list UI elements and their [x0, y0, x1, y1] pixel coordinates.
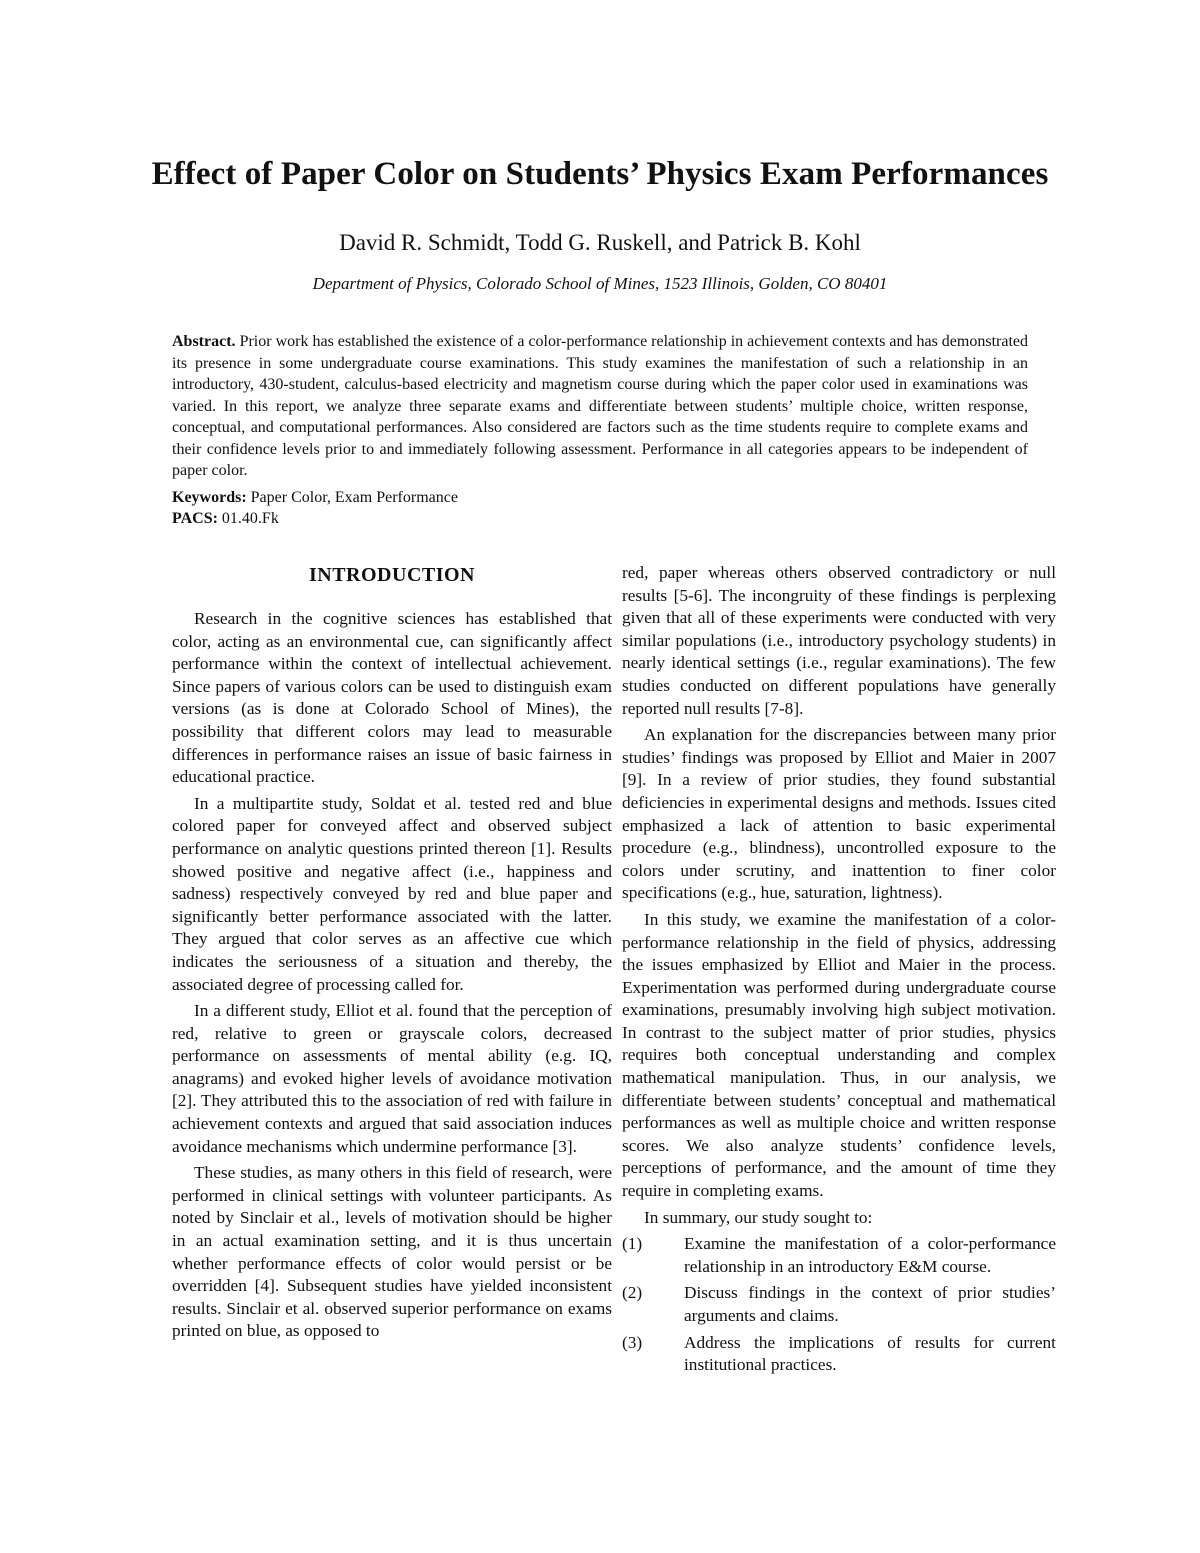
list-item-number: (2) [622, 1283, 643, 1303]
pacs-line [172, 508, 458, 529]
list-item-number: (1) [622, 1234, 643, 1254]
body-paragraph-continuation: red, paper whereas others observed contradictory or null results [5-6]. The incongruity of these findings is perplexing given that all of these experiments were conducted with very similar populations (i.e., introductory psychology students) in nearly identical settings (i.e., regular examinations). The few studies conducted on different populations have generally reported null results [7-8]. [622, 563, 1056, 718]
goals-list [622, 1233, 1056, 1377]
keywords-line [172, 487, 458, 508]
body-paragraph: Research in the cognitive sciences has established that color, acting as an environmental cue, can significantly affect performance within the context of intellectual achievement. Since papers of various colors can be used to distinguish exam versions (as is done at Colorado School of Mines), the possibility that different colors may lead to measurable differences in performance raises an issue of basic fairness in educational practice. [172, 609, 612, 787]
list-item [622, 1233, 1056, 1278]
list-item [622, 1282, 1056, 1327]
paper-meta [172, 487, 458, 529]
right-column [622, 562, 1056, 1381]
keywords-label: Keywords: [172, 489, 247, 506]
list-item-number: (3) [622, 1332, 643, 1352]
abstract [172, 331, 1028, 482]
author-list: David R. Schmidt, Todd G. Ruskell, and Patrick B. Kohl [339, 230, 861, 255]
left-column [172, 562, 612, 1347]
body-paragraph: An explanation for the discrepancies between many prior studies’ findings was proposed by Elliot and Maier in 2007 [9]. In a review of prior studies, they found substantial deficiencies in experimental designs and methods. Issues cited emphasized a lack of attention to basic experimental procedure (e.g., blindness), uncontrolled exposure to the colors under scrutiny, and inattention to finer color specifications (e.g., hue, saturation, lightness). [622, 725, 1056, 903]
body-paragraph: These studies, as many others in this field of research, were performed in clinical settings with volunteer participants. As noted by Sinclair et al., levels of motivation should be higher in an actual examination setting, and it is thus uncertain whether performance effects of color would persist or be overridden [4]. Subsequent studies have yielded inconsistent results. Sinclair et al. observed superior performance on exams printed on blue, as opposed to [172, 1163, 612, 1341]
keywords-value: Paper Color, Exam Performance [250, 489, 458, 506]
body-paragraph: In a multipartite study, Soldat et al. tested red and blue colored paper for conveyed affect and observed subject performance on analytic questions printed thereon [1]. Results showed positive and negative affect (i.e., happiness and sadness) respectively conveyed by red and blue paper and significantly better performance associated with the latter. They argued that color serves as an affective cue which indicates the seriousness of a situation and thereby, the associated degree of processing called for. [172, 793, 612, 994]
body-paragraph: In summary, our study sought to: [644, 1207, 873, 1227]
abstract-label: Abstract. [172, 333, 236, 350]
body-paragraph: In this study, we examine the manifestation of a color-performance relationship in the field of physics, addressing the issues emphasized by Elliot and Maier in the process. Experimentation was performed during undergraduate course examinations, presumably involving high subject motivation. In contrast to the subject matter of prior studies, physics requires both conceptual understanding and complex mathematical manipulation. Thus, in our analysis, we differentiate between students’ conceptual and mathematical performances as well as multiple choice and written response scores. We also analyze students’ confidence levels, perceptions of performance, and the amount of time they require in completing exams. [622, 909, 1056, 1201]
body-paragraph: In a different study, Elliot et al. found that the perception of red, relative to green or grayscale colors, decreased performance on assessments of mental ability (e.g. IQ, anagrams) and evoked higher levels of avoidance motivation [2]. They attributed this to the association of red with failure in achievement contexts and argued that said association induces avoidance mechanisms which undermine performance [3]. [172, 1001, 612, 1156]
list-item-text: Address the implications of results for current institutional practices. [684, 1332, 1056, 1375]
abstract-text: Prior work has established the existence of a color-performance relationship in achievement contexts and has demonstrated its presence in some undergraduate course examinations. This study examines the manifestation of such a relationship in an introductory, 430-student, calculus-based electricity and magnetism course during which the paper color used in examinations was varied. In this report, we analyze three separate exams and differentiate between students’ multiple choice, written response, conceptual, and computational performances. Also considered are factors such as the time students require to complete exams and their confidence levels prior to and immediately following assessment. Performance in all categories appears to be independent of paper color. [172, 333, 1029, 479]
list-item [622, 1332, 1056, 1377]
pacs-value: 01.40.Fk [221, 510, 279, 527]
section-heading-introduction: INTRODUCTION [308, 564, 476, 586]
paper-title: Effect of Paper Color on Students’ Physics Exam Performances [151, 156, 1049, 192]
list-item-text: Discuss findings in the context of prior studies’ arguments and claims. [684, 1283, 1056, 1325]
pacs-label: PACS: [172, 510, 218, 527]
list-item-text: Examine the manifestation of a color-performance relationship in an introductory E&M course. [684, 1234, 1056, 1276]
affiliation: Department of Physics, Colorado School of Mines, 1523 Illinois, Golden, CO 80401 [312, 274, 888, 293]
